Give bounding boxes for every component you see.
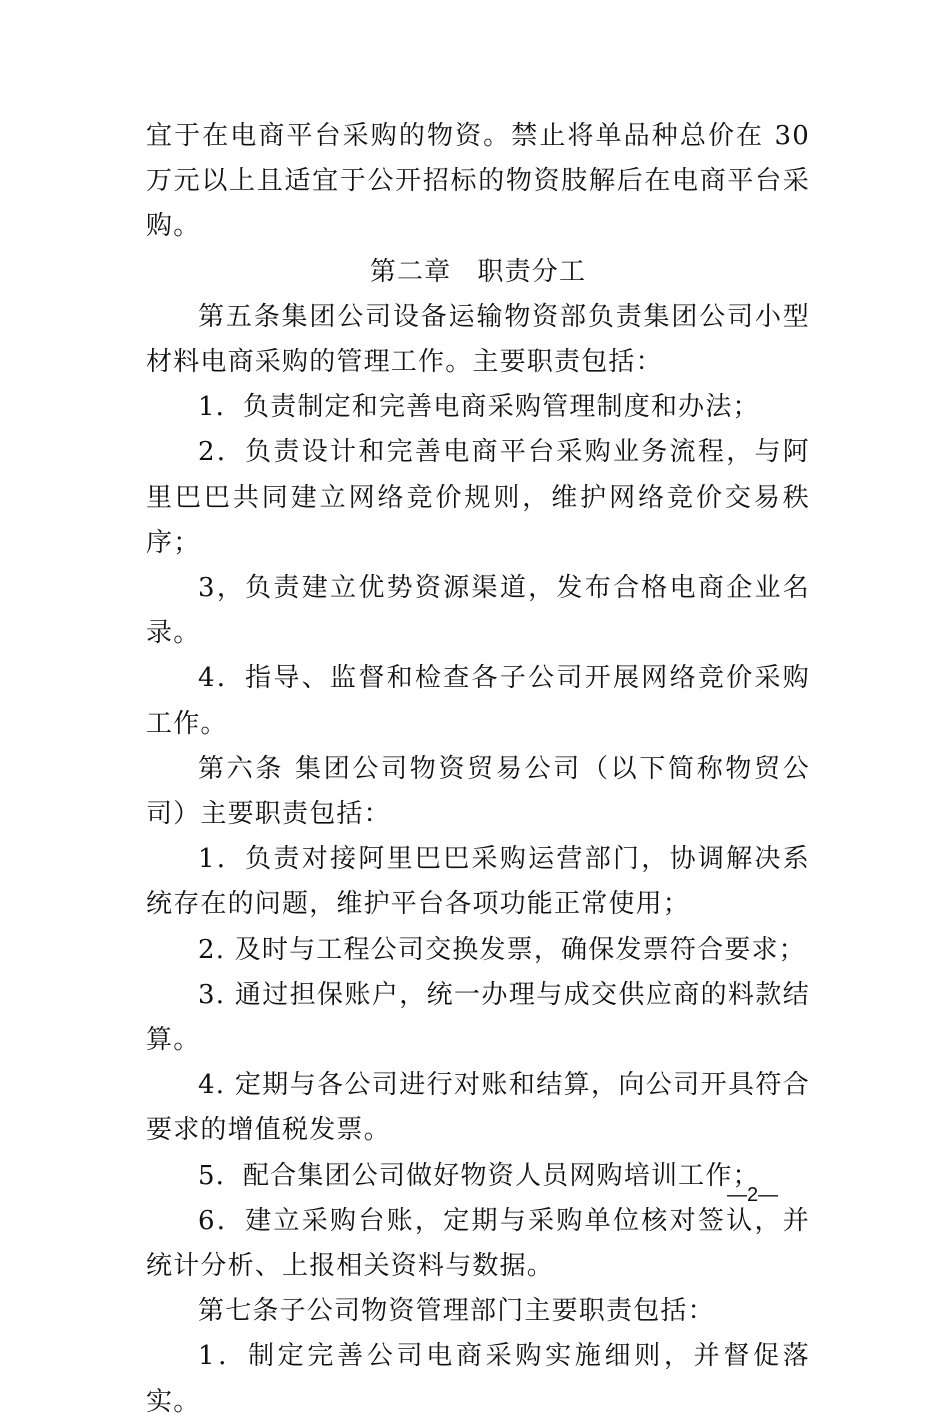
paragraph-continued: 宜于在电商平台采购的物资。禁止将单品种总价在 30 万元以上且适宜于公开招标的物资肢解后在电商平台采购。 [146, 121, 810, 242]
article-5-item-4: 4．指导、监督和检查各子公司开展网络竞价采购工作。 [146, 663, 810, 739]
document-body [146, 114, 810, 1425]
chapter-heading [146, 250, 810, 295]
article-6-item-1: 1．负责对接阿里巴巴采购运营部门，协调解决系统存在的问题，维护平台各项功能正常使用； [146, 844, 810, 920]
article-7: 第七条子公司物资管理部门主要职责包括： [198, 1296, 715, 1327]
article-5-item-2: 2．负责设计和完善电商平台采购业务流程，与阿里巴巴共同建立网络竞价规则，维护网络竞价交易秩序； [146, 437, 810, 558]
page-number: —2— [727, 1184, 779, 1206]
article-6-item-2: 2. 及时与工程公司交换发票，确保发票符合要求； [198, 934, 806, 965]
chapter-title: 职责分工 [477, 256, 587, 287]
article-6-item-3: 3. 通过担保账户，统一办理与成交供应商的料款结算。 [146, 979, 810, 1056]
article-6-item-5: 5．配合集团公司做好物资人员网购培训工作； [198, 1160, 760, 1191]
article-7-item-1: 1．制定完善公司电商采购实施细则，并督促落实。 [146, 1341, 810, 1417]
article-5-item-3: 3，负责建立优势资源渠道，发布合格电商企业名录。 [146, 573, 810, 649]
chapter-number: 第二章 [369, 256, 452, 287]
article-6-item-6: 6．建立采购台账，定期与采购单位核对签认，并统计分析、上报相关资料与数据。 [146, 1205, 810, 1282]
article-6: 第六条 集团公司物资贸易公司（以下简称物贸公司）主要职责包括： [146, 753, 810, 830]
article-6-item-4: 4. 定期与各公司进行对账和结算，向公司开具符合要求的增值税发票。 [146, 1070, 810, 1146]
article-5-item-1: 1．负责制定和完善电商采购管理制度和办法； [198, 392, 760, 423]
article-5: 第五条集团公司设备运输物资部负责集团公司小型材料电商采购的管理工作。主要职责包括： [146, 301, 810, 378]
